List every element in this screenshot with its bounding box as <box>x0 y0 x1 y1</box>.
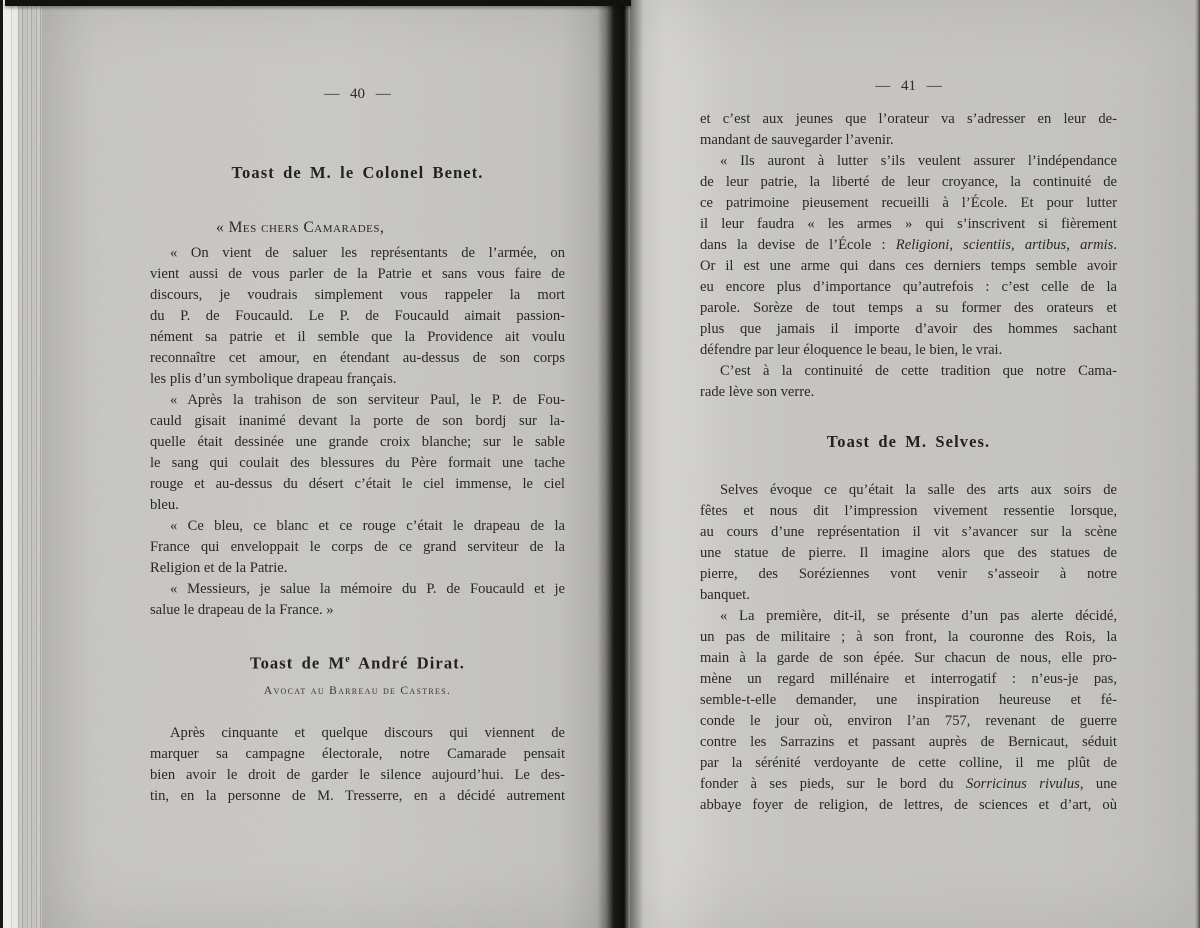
text-line: C’est à la continuité de cette tradition que notre Cama- <box>720 363 1117 379</box>
text-line: cauld gisait inanimé devant la porte de son bordj sur la- <box>150 413 565 429</box>
text-line: « Ils auront à lutter s’ils veulent assurer l’indépendance <box>720 153 1117 169</box>
paragraph <box>700 109 1117 151</box>
scanner-edge-strip <box>0 0 18 928</box>
text-line: Religion et de la Patrie. <box>150 560 288 576</box>
paragraph <box>150 516 565 579</box>
text-line: bien avoir le droit de garder le silence aujourd’hui. Le des- <box>150 766 565 783</box>
page-41 <box>630 0 1196 928</box>
text-segment: Toast de M <box>249 653 346 673</box>
text-line: main à la garde de son épée. Sur chacun de nous, elle pro- <box>700 650 1117 666</box>
page-edge-stack <box>18 0 42 928</box>
text-line: du P. de Foucauld. Le P. de Foucauld aimait passion- <box>150 308 565 324</box>
page-number-right: — 41 — <box>875 78 942 94</box>
text-line: vient aussi de vous parler de la Patrie et sans vous faire de <box>150 266 565 282</box>
text-line: salue le drapeau de la France. » <box>150 602 334 618</box>
italic-text: Sorricinus rivulus <box>966 776 1080 792</box>
italic-text: scientiis <box>963 237 1012 253</box>
text-segment: dans la devise de l’École : <box>700 237 896 253</box>
text-line <box>700 235 1117 256</box>
text-line: mène un regard millénaire et interrogatif : n’eus-je pas, <box>700 671 1117 687</box>
paragraph <box>700 606 1117 816</box>
paragraph <box>150 723 565 807</box>
text-line: et c’est aux jeunes que l’orateur va s’adresser en leur de- <box>700 111 1117 127</box>
text-line: une statue de pierre. Il imagine alors que des statues de <box>700 545 1117 561</box>
superscript-text: e <box>345 654 351 665</box>
text-line: tin, en la personne de M. Tresserre, en a décidé autrement <box>150 787 565 804</box>
text-line: parole. Sorèze de tout temps a su former des orateurs et <box>700 300 1117 316</box>
text-line: banquet. <box>700 587 750 603</box>
paragraph <box>700 480 1117 606</box>
paragraph <box>700 361 1117 403</box>
italic-text: Religioni <box>895 237 950 253</box>
text-segment: , <box>1011 237 1025 253</box>
text-segment: André Dirat. <box>350 653 466 673</box>
text-line: plus que jamais il importe d’avoir des hommes sachant <box>700 321 1117 337</box>
text-line: conde le jour où, environ l’an 757, revenant de guerre <box>700 713 1117 729</box>
text-line: « Après la trahison de son serviteur Paul, le P. de Fou- <box>170 392 565 408</box>
toast-heading: Toast de M. Selves. <box>826 432 991 451</box>
text-segment: , <box>949 237 964 253</box>
text-line: ce patrimoine pieusement recueilli à l’École. Et pour lutter <box>700 195 1117 211</box>
text-line <box>700 774 1117 795</box>
paragraph <box>150 390 565 516</box>
text-segment: , <box>1066 237 1081 253</box>
page-number-left: — 40 — <box>324 86 391 102</box>
text-line: marquer sa campagne électorale, notre Camarade pensait <box>150 745 565 762</box>
paragraph <box>150 579 565 621</box>
text-line: rade lève son verre. <box>700 384 815 400</box>
text-line: rouge et au-dessus du désert c’était le ciel immense, le ciel <box>150 476 565 492</box>
text-line: France qui enveloppait le corps de ce grand serviteur de la <box>150 539 565 555</box>
text-line: discours, je voudrais simplement vous rappeler la mort <box>150 287 565 303</box>
text-line: quelle était dessinée une grande croix blanche; sur le sable <box>150 434 565 450</box>
page-40-text <box>150 162 565 807</box>
text-line: les plis d’un symbolique drapeau français. <box>150 371 397 387</box>
text-line: de leur patrie, la liberté de leur croyance, la continuité de <box>700 174 1117 190</box>
italic-text: artibus <box>1024 237 1067 253</box>
salutation-line: « Mes chers Camarades, <box>216 219 385 236</box>
text-line: mandant de sauvegarder l’avenir. <box>700 132 894 148</box>
text-line: au cours d’une représentation il vit s’avancer sur la scène <box>700 524 1117 540</box>
text-line: un pas de militaire ; à son front, la couronne des Rois, la <box>700 629 1117 645</box>
text-line: eu encore plus d’importance qu’autrefois : c’est celle de la <box>700 279 1117 295</box>
page-top-edge-shadow <box>5 0 631 6</box>
text-line: pierre, des Soréziennes vont venir s’asseoir à notre <box>700 566 1117 582</box>
text-line: défendre par leur éloquence le beau, le bien, le vrai. <box>700 342 1003 358</box>
text-segment: . <box>1113 237 1117 253</box>
text-line: Or il est une arme qui dans ces derniers temps semble avoir <box>700 258 1117 274</box>
text-segment: fonder à ses pieds, sur le bord du <box>700 776 967 792</box>
toast-heading: Toast de M. le Colonel Benet. <box>231 163 484 182</box>
text-line: Selves évoque ce qu’était la salle des arts aux soirs de <box>720 482 1117 498</box>
text-line: par la sérénité verdoyante de cette colline, il me plût de <box>700 755 1117 771</box>
paragraph <box>150 243 565 390</box>
text-line: semble-t-elle demander, une inspiration heureuse et fé- <box>700 692 1117 708</box>
text-line: nément sa patrie et il semble que la Providence ait voulu <box>150 329 565 345</box>
text-line: « Ce bleu, ce blanc et ce rouge c’était le drapeau de la <box>170 518 565 534</box>
text-line: contre les Sarrazins et passant auprès de Bernicaut, séduit <box>700 734 1117 750</box>
text-line: « La première, dit-il, se présente d’un pas alerte décidé, <box>720 608 1117 624</box>
toast-subheading: Avocat au Barreau de Castres. <box>263 684 452 697</box>
text-line: Après cinquante et quelque discours qui viennent de <box>170 724 565 741</box>
right-page-edge <box>1195 0 1200 928</box>
page-41-text <box>700 109 1117 816</box>
text-line: le sang qui coulait des blessures du Père formait une tache <box>150 455 565 471</box>
text-line: « Messieurs, je salue la mémoire du P. de Foucauld et je <box>170 581 565 597</box>
page-40 <box>40 0 614 928</box>
book-spine-gutter <box>597 0 643 928</box>
text-line: il leur faudra « les armes » qui s’inscrivent si fièrement <box>700 216 1117 232</box>
text-line: abbaye foyer de religion, de lettres, de sciences et d’art, où <box>700 797 1117 813</box>
text-segment: , une <box>1079 776 1117 792</box>
text-line: reconnaître cet amour, en étendant au-dessus de son corps <box>150 350 565 366</box>
toast-heading <box>150 649 565 675</box>
text-line: bleu. <box>150 497 179 513</box>
text-line: « On vient de saluer les représentants de l’armée, on <box>170 245 565 261</box>
text-line: fêtes et nous dit l’impression vivement ressentie lorsque, <box>700 503 1117 519</box>
italic-text: armis <box>1080 237 1114 253</box>
paragraph <box>700 151 1117 361</box>
